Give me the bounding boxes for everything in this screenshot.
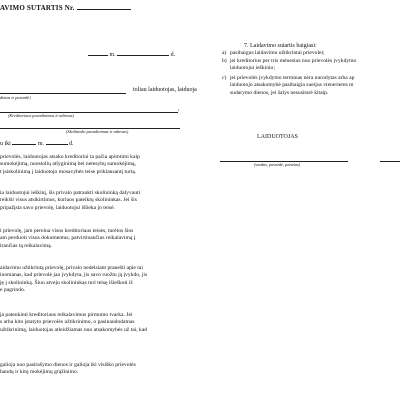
- term-day-label: d.: [69, 141, 74, 147]
- paragraph-line: reikšti visus atsikirtimus, kuriuos pateiktų skolininkas. Jei šis: [0, 197, 137, 204]
- paragraph-line: pripažįsta savo prievolę, laiduotojui išlieka jo teisė.: [0, 204, 115, 211]
- paragraph-line: ia laiduotojui ieškinį, šis privalo patraukti skolininką dalyvauti: [0, 190, 141, 196]
- item-line: jei prievolės įvykdymo terminas nėra nurodytas arba ap: [230, 75, 355, 81]
- day-label: d.: [170, 52, 176, 58]
- paragraph-line: sumokėjimą, nuostolių atlyginimą bei netesybų sumokėjimą,: [0, 161, 136, 168]
- item-line: laiduotojo atsakomybė pasibaigia sueijus vieneriems m: [230, 82, 354, 89]
- paragraph-line: am perduoti visus dokumentus, patvirtinančius reikalavimą į: [0, 235, 136, 242]
- paragraph-line: prievolės, laiduotojas atsako kreditoriui ta pačia apimtimi kaip: [0, 154, 140, 160]
- guarantor-signature-title: LAIDUOTOJAS: [257, 134, 298, 140]
- paragraph-3: [0, 228, 180, 250]
- paragraph-line: t įsiskolinimą į laiduotojo mosavybės teise priklausantį turtą.: [0, 168, 137, 175]
- paragraph-line: s arba kito įstatyto prievolės užtikrinimo, o pasinaudodamas: [0, 319, 135, 326]
- title-text: AVIMO SUTARTIS Nr.: [0, 4, 75, 12]
- term-row: [0, 139, 74, 147]
- paragraph-line: ja patenkinti kreditoriaus reikalavimus pirmumo tvarka. Jei: [0, 312, 133, 318]
- creditor-caption: (Kreditoriaus pavadinimas ir adresas): [8, 113, 74, 118]
- contract-date: [88, 50, 175, 58]
- paragraph-5: [0, 312, 180, 334]
- paragraph-line: galioja nuo pasirašymo dienos ir galioja iki visiško prievolės: [0, 362, 136, 368]
- termination-item-a: [222, 50, 400, 58]
- paragraph-line: inomanas, kad prievolė jau įvykdyta, jis savo ruožtu ją įvykdo, jis: [0, 272, 148, 279]
- item-line: pasibaigus laidavimu užtikrintai prievolei;: [230, 50, 325, 56]
- paragraph-2: [0, 190, 180, 212]
- guarantor-name-line: [0, 93, 126, 94]
- contract-number-blank: [77, 4, 131, 10]
- term-year-blank: [12, 139, 36, 145]
- signature-caption: (vardas, pavardė, parašas): [254, 162, 301, 167]
- item-line: sudarymo dienos, jei šalys nesusitarė kitaip.: [230, 89, 329, 96]
- year-blank: [88, 50, 108, 56]
- signature-line-right: [380, 161, 400, 162]
- termination-item-c: [222, 75, 400, 99]
- paragraph-1: [0, 154, 180, 176]
- document-title: [0, 4, 131, 12]
- item-label: c): [222, 75, 227, 81]
- debtor-caption: (Skolininko pavadinimas ir adresas): [66, 129, 129, 134]
- termination-heading: 7. Laidavimo sutartis baigiasi:: [244, 43, 317, 49]
- guarantor-name-caption: dimas ir pavardė): [0, 95, 31, 100]
- paragraph-line: e pagrindo.: [0, 287, 26, 294]
- month-label: m.: [109, 52, 116, 58]
- paragraph-line: aidavimu užtikrintą prievolę, privalo nedelsiant pranešti apie tai: [0, 265, 143, 271]
- paragraph-line: irančias tą reikalavimą.: [0, 242, 53, 249]
- creditor-comma: ,: [178, 106, 180, 112]
- term-until-label: u iki: [0, 141, 11, 147]
- item-line: jei kreditorius per tris mėnesius nuo prievolės įvykdymo: [230, 58, 357, 64]
- paragraph-line: i prievolę, jam pereina visos kreditoriaus teisės, turėtos šios: [0, 228, 134, 234]
- paragraph-line: užtikrinimą, laiduotojas atleidžiamas nuo atsakomybės už tai, kad: [0, 326, 148, 333]
- item-line: laiduotojui ieškinio;: [230, 65, 275, 72]
- paragraph-4: [0, 265, 180, 295]
- paragraph-6: [0, 362, 180, 377]
- termination-item-b: [222, 58, 400, 74]
- paragraph-line: bandų ir kitų mokėjimų grąžinimo.: [0, 369, 79, 376]
- item-label: a): [222, 50, 227, 56]
- paragraph-line: ję į skolininką. Šiuo atveju skolininkas turi teisę išieškoti iš: [0, 279, 133, 286]
- guarantor-role-text: toliau laiduotojas, laiduoja: [133, 87, 197, 93]
- month-blank: [117, 50, 169, 56]
- term-month-label: m.: [37, 141, 45, 147]
- item-label: b): [222, 58, 227, 64]
- term-month-blank: [46, 139, 68, 145]
